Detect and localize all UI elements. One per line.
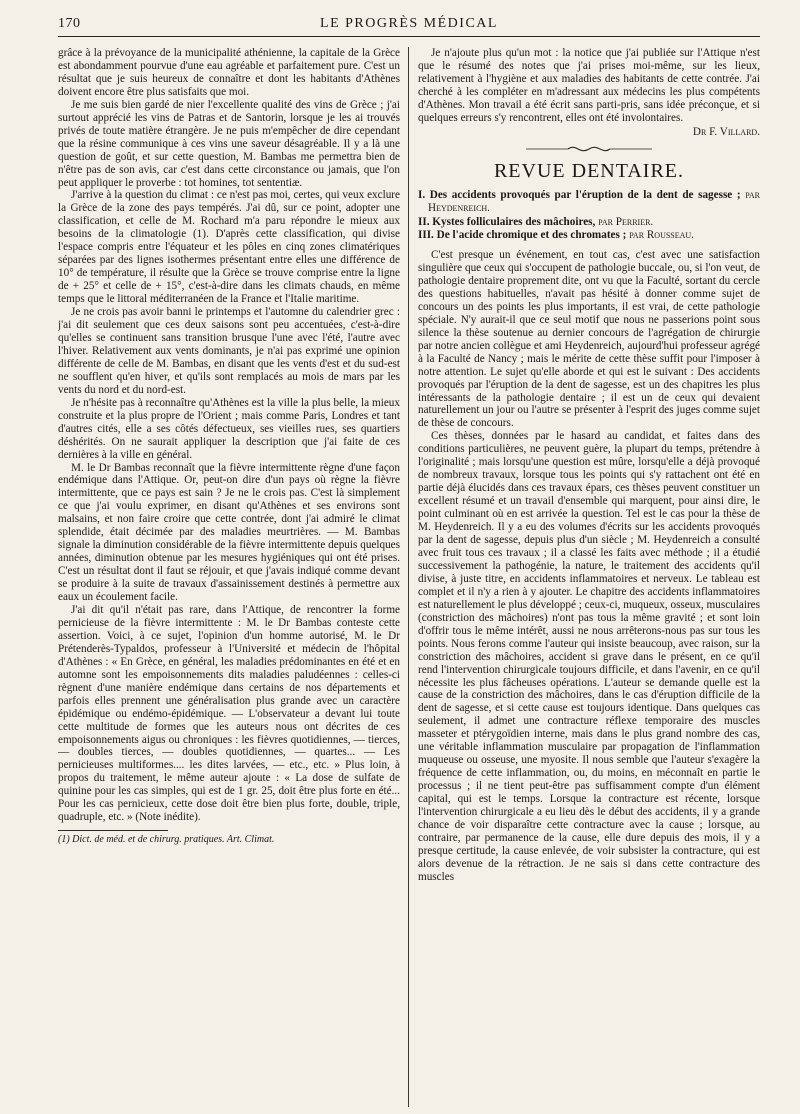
review-item — [418, 189, 760, 216]
paragraph: Ces thèses, données par le hasard au candidat, et faites dans des conditions particulières, ne peuvent guère, la plupart du temps, prétendre à l'originalité ; mais lorsqu'une question est mûre, lorsqu'elle a déjà provoqué de nombreux travaux, lorsque tous les points qui s'y rattachent ont été en partie déjà élucidés dans ces travaux épars, ces thèses peuvent constituer un excellent résumé et un travail d'ensemble qui marquent, pour ainsi dire, le point culminant où en est arrivée la question. Tel est le cas pour la thèse de M. Heydenreich. Il y a eu des volumes d'écrits sur les accidents provoqués par la dent de sagesse, depuis plus d'un siècle ; M. Heydenreich a consulté avec fruit tous ces travaux ; il a classé les faits avec méthode ; il a étudié successivement la pathogénie, la nature, le traitement des accidents qu'il divise, à juste titre, en accidents inflammatoires et nerveux. Le tableau est complet et il n'y a rien à y ajouter. Le chapitre des accidents inflammatoires est naturellement le plus développé ; ceux-ci, muqueux, osseux, musculaires (constriction des mâchoires) n'ont pas tous la même gravité ; et sont loin d'offrir tous le même intérêt, aussi ne nous arrêterons-nous pas sur tous les points. Nous ferons comme l'auteur qui insiste beaucoup, avec raison, sur la constriction des mâchoires, accident si grave dans le présent, en ce qu'il rend l'intervention chirurgicale toujours difficile, et dans l'avenir, en ce qu'il nécessite les plus fâcheuses opérations. L'auteur se demande quelle est la cause de la constriction des mâchoires, dans le cas d'éruption difficile de la dent de sagesse, et si cette cause est toujours identique. Dans quelques cas seulement, il admet une contracture réflexe temporaire des muscles masseter et ptérygoïdien interne, mais dans le plus grand nombre des cas, une véritable inflammation musculaire par propagation de l'inflammation muqueuse ou osseuse, une myosite. Il nous semble que l'auteur s'exagère la fréquence de cette inflammation, ou, du moins, en méconnaît en partie le processus ; il ne tient peut-être pas suffisamment compte d'un élément capital, qui est le temps. Lorsque la contracture est récente, lorsque l'intervention chirurgicale a eu lieu dès le début des accidents, il y a grande chance de voir disparaître cette contracture avec la cause ; lorsque, au contraire, par permanence de la cause, elle dure depuis des mois, il y a presque certitude, la cause enlevée, de voir subsister la contracture, qui est alors devenue de la rétraction. Je ne sais si dans cette contracture des muscles — [418, 430, 760, 883]
author-signature: Dr F. Villard. — [692, 125, 760, 138]
review-item — [418, 229, 760, 243]
paragraph: grâce à la prévoyance de la municipalité athénienne, la capitale de la Grèce est abondamment pourvue d'une eau agréable et parfaitement pure. C'est un résultat que je suis heureux de connaître et dont les habitants d'Athènes doivent encore être plus satisfaits que moi. — [58, 47, 400, 98]
two-column-body — [58, 47, 760, 1107]
paragraph: J'ai dit qu'il n'était pas rare, dans l'Attique, de rencontrer la forme pernicieuse de la fièvre intermittente : M. le Dr Bambas conteste cette assertion. Voici, à ce sujet, l'opinion d'un homme autorisé, M. le Dr Prétenderès-Typaldos, professeur à l'Université et médecin de l'hôpital d'Athènes : « En Grèce, en général, les maladies prédominantes en été et en automne sont les empoisonnements dits maladies paludéennes : celles-ci règnent d'une manière endémique dans certains de nos départements et parfois elles prennent une généralisation plus grande avec un caractère épidémique ou endémo-épidémique. — L'observateur a devant lui toute cette multitude de formes que les auteurs nous ont décrites de ces empoisonnements aigus ou chroniques : les fièvres quotidiennes, — tierces, — doubles tierces, — doubles quotidiennes, — quartes... — Les pernicieuses multiformes.... les dites larvées, — etc., etc. » Plus loin, à propos du traitement, le même auteur ajoute : « La dose de sulfate de quinine pour les cas simples, qui est de 1 gr. 25, doit être plus forte en été... Pour les cas pernicieux, cette dose doit être bien plus forte, double, triple, quadruple, etc. » (Note inédite). — [58, 603, 400, 824]
review-item-author: par Perrier. — [598, 215, 654, 228]
right-column — [418, 47, 760, 1107]
footnote: (1) Dict. de méd. et de chirurg. pratiques. Art. Climat. — [58, 834, 275, 846]
review-item-author: par Rousseau. — [629, 229, 694, 242]
review-item — [418, 216, 760, 230]
paragraph: M. le Dr Bambas reconnaît que la fièvre intermittente règne d'une façon endémique dans l'Attique. Or, peut-on dire d'un pays où règne la fièvre intermittente, que ce pays est sain ? Je ne le crois pas. C'est là simplement ce que j'ai voulu exprimer, en disant qu'Athènes et ses environs sont malsains, et non faire croire que cette contrée, dont j'ai admiré le climat splendide, était décimée par des maladies meurtrières. — M. Bambas signale la diminution considérable de la fièvre intermittente depuis quelques années, diminution obtenue par les mesures hygiéniques qui ont été prises. C'est un résultat dont il faut se réjouir, et que j'avais indiqué comme devant se produire à la suite de travaux d'assainissement destinés à permettre aux eaux un écoulement facile. — [58, 461, 400, 604]
paragraph: Je ne crois pas avoir banni le printemps et l'automne du calendrier grec : j'ai dit seulement que ces deux saisons sont peu accentuées, c'est-à-dire qu'elles se continuent sans transition brusque l'une avec l'été, l'autre avec l'hiver. Relativement aux vents dominants, je n'ai pas exprimé une opinion différente de celle de M. Bambas, en disant que les vents d'est et du sud-est ne soufflent qu'en hiver, et qu'ils sont remplacés au mois de mars par les vents du nord et du nord-est. — [58, 306, 400, 396]
paragraph: C'est presque un événement, en tout cas, c'est avec une satisfaction singulière que ceux qui s'occupent de pathologie buccale, ou, si l'on veut, de pathologie dentaire proprement dite, ont vu que la Faculté, sortant du cercle des questions habituelles, n'avait pas hésité à donner comme sujet de concours un des points les plus importants, il est vrai, de cette pathologie spéciale. N'y aurait-il que ce seul motif que nous ne passerions point sous silence la thèse soutenue au dernier concours de l'agrégation de chirurgie par notre ancien collègue et ami Heydenreich, aujourd'hui professeur agrégé à la Faculté de Nancy ; mais le mérite de cette thèse suffit pour l'imposer à notre attention. Le sujet qu'elle aborde et qui est le suivant : Des accidents provoqués par l'éruption de la dent de sagesse, est un des chapitres les plus intéressants de la pathologie dentaire ; il est un de ceux qui devaient naturellement un jour ou l'autre se présenter à l'esprit des juges comme sujet de thèse de concours. — [418, 249, 760, 430]
review-item-title: III. De l'acide chromique et des chromates ; — [418, 229, 627, 242]
journal-title: LE PROGRÈS MÉDICAL — [320, 16, 498, 31]
paragraph: Je n'hésite pas à reconnaître qu'Athènes est la ville la plus belle, la mieux construite et la plus propre de l'Orient ; mais comme Paris, Londres et tant d'autres cités, elle a ses côtés défectueux, ses vieilles rues, ses quartiers déshérités. On ne saurait appliquer la description que j'ai faite de ces dernières à la ville en général. — [58, 396, 400, 461]
review-item-title: II. Kystes folliculaires des mâchoires, — [418, 215, 596, 228]
page-number: 170 — [58, 16, 81, 31]
ornament-divider-icon — [418, 143, 760, 157]
running-head — [58, 14, 760, 37]
paragraph: Je me suis bien gardé de nier l'excellente qualité des vins de Grèce ; j'ai surtout apprécié les vins de Patras et de Santorin, lorsque je les ai trouvés privés de toute matière étrangère. Je ne puis m'empêcher de dire cependant que la résine communique à ces vins une saveur désagréable. Il y a là une question de goût, et sur cette question, M. Bambas me permettra bien de n'être pas de son avis, car c'est dans cette circonstance ou jamais, que l'on peut appliquer le proverbe : tot homines, tot sententiæ. — [58, 98, 400, 189]
paragraph: J'arrive à la question du climat : ce n'est pas moi, certes, qui veux exclure la Grèce de la zone des pays tempérés. J'ai dû, sur ce point, adopter une classification, et celle de M. Rochard m'a paru répondre le mieux aux besoins de la climatologie (1). D'après cette classification, qui divise l'espace compris entre l'équateur et les pôles en cinq zones climatériques séparées par des lignes isothermes présentant entre elles une différence de 10° de température, il résulte que la Grèce se trouve comprise entre la ligne de + 25° et celle de + 15°, c'est-à-dire dans les climats chauds, en même temps que le littoral méditerranéen de la France et l'Italie maritime. — [58, 189, 400, 306]
paragraph: Je n'ajoute plus qu'un mot : la notice que j'ai publiée sur l'Attique n'est que le résumé des notes que j'ai prises moi-même, sur les lieux, relativement à l'hygiène et aux maladies des habitants de cette contrée. J'ai cherché à les compléter en m'adressant aux médecins les plus compétents d'Athènes. Mon travail a été écrit sans parti-pris, sans idée préconçue, et si quelques erreurs s'y rencontrent, elles ont été involontaires. — [418, 47, 760, 124]
footnote-rule — [58, 830, 168, 831]
review-item-title: I. Des accidents provoqués par l'éruption de la dent de sagesse ; — [418, 188, 741, 201]
review-contents — [418, 189, 760, 243]
section-title: REVUE DENTAIRE. — [493, 159, 685, 182]
column-rule — [408, 47, 409, 1107]
left-column — [58, 47, 400, 1107]
review-item-author: par Heydenreich. — [428, 188, 760, 215]
